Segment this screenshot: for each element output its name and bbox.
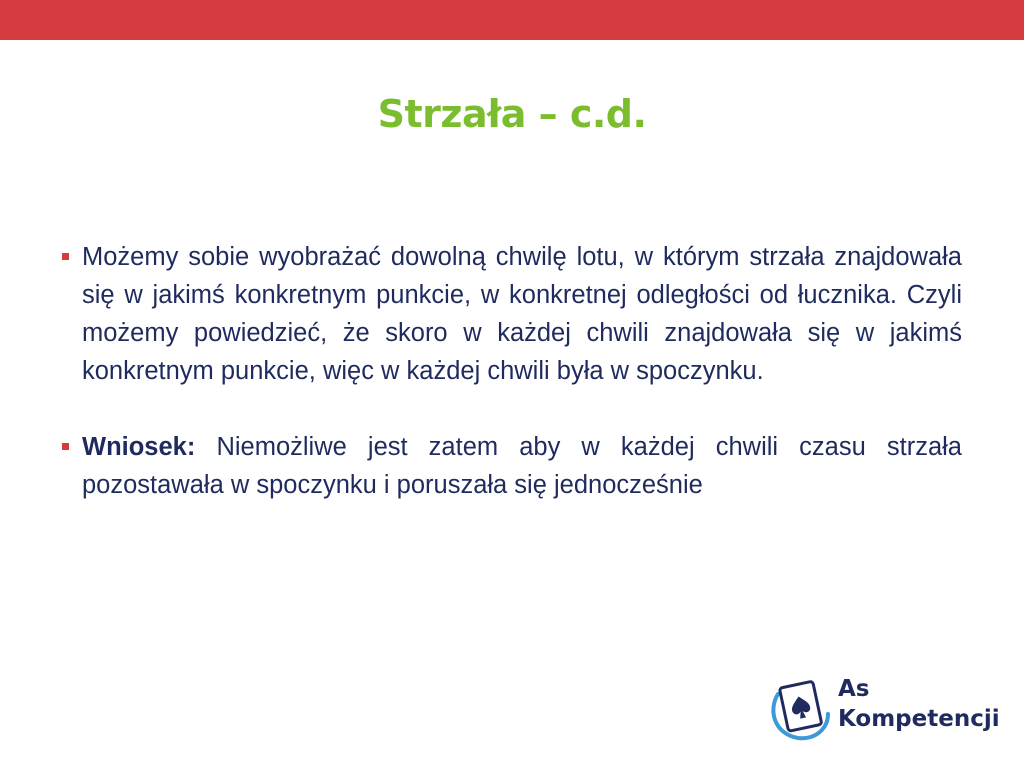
bullet-text: Możemy sobie wyobrażać dowolną chwilę lotu, w którym strzała znajdowała się w jakimś konkretnym punkcie, w konkretnej odległości od łucznika. Czyli możemy powiedzieć, że skoro w każdej chwili znajdowała się w jakimś konkretnym punkcie, więc w każdej chwili była w spoczynku. <box>82 243 962 385</box>
logo <box>768 668 1008 748</box>
bullet-lead: Wniosek: <box>82 433 196 461</box>
slide-content <box>58 238 962 542</box>
logo-text-line-1: As <box>838 676 870 702</box>
square-bullet-icon <box>62 253 69 260</box>
slide-title: Strzała – c.d. <box>377 92 647 136</box>
logo-text-line-2: Kompetencji <box>838 706 1000 732</box>
square-bullet-icon <box>62 443 69 450</box>
spade-card-icon <box>768 674 832 742</box>
bullet-text: Niemożliwe jest zatem aby w każdej chwili czasu strzała pozostawała w spoczynku i poruszała się jednocześnie <box>82 433 962 499</box>
top-accent-bar <box>0 0 1024 40</box>
bullet-item-1 <box>58 238 962 390</box>
bullet-item-2 <box>58 428 962 504</box>
